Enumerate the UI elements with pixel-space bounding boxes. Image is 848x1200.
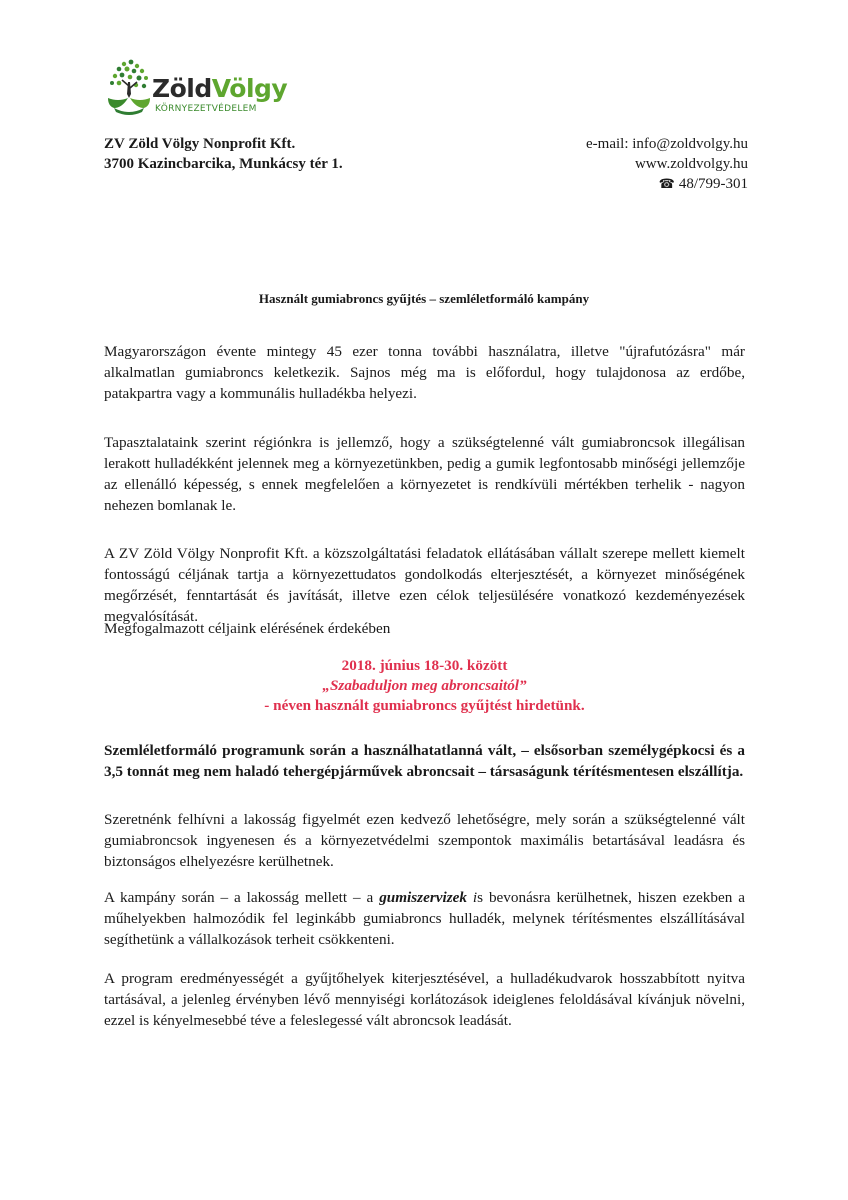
paragraph-2: [104, 432, 745, 516]
sender-name: ZV Zöld Völgy Nonprofit Kft.: [104, 136, 296, 152]
campaign-highlight: [104, 656, 745, 716]
campaign-name: „Szabaduljon meg abroncsaitól”: [322, 677, 527, 694]
tree-logo-icon: [104, 58, 154, 118]
logo-subtitle: KÖRNYEZETVÉDELEM: [155, 104, 257, 114]
paragraph-text: Szeretnénk felhívni a lakosság figyelmét ezen kedvező lehetőségre, mely során a szükségtelenné vált gumiabroncsok ingyenesen és a környezetvédelmi szempontok maximális betartásával leadásra és biztonságos elhelyezésre kerülhetnek.: [104, 811, 745, 870]
logo-wordmark: [152, 75, 287, 103]
contact-website: www.zoldvolgy.hu: [634, 156, 748, 172]
paragraph-4: [104, 618, 745, 639]
phone-icon: ☎: [658, 177, 675, 192]
paragraph-text: Magyarországon évente mintegy 45 ezer tonna további használatra, illetve "újrafutózásra" már alkalmatlan gumiabroncs keletkezik. Sajnos még ma is előfordul, hogy tulajdonosa az erdőbe, patakpartra vagy a kommunális hulladékba helyezi.: [104, 343, 745, 402]
paragraph-text: A ZV Zöld Völgy Nonprofit Kft. a közszolgáltatási feladatok ellátásában vállalt szerepe mellett kiemelt fontosságú céljának tartja a környezettudatos gondolkodás elterjesztését, a környezet minőségének megőrzését, fenntartását és javítását, illetve ezen célok teljesülésére vonatkozó kezdeményezések megvalósítását.: [104, 545, 745, 625]
contact-block: [586, 134, 748, 195]
company-logo: [104, 58, 314, 120]
logo-word-zold: Zöld: [152, 74, 212, 103]
contact-phone: 48/799-301: [678, 176, 748, 192]
paragraph-1: [104, 341, 745, 404]
p6-text-before: A kampány során – a lakosság mellett – a: [104, 889, 380, 906]
paragraph-text: [104, 887, 745, 950]
campaign-announcement: - néven használt gumiabroncs gyűjtést hirdetünk.: [264, 697, 585, 714]
paragraph-5: [104, 809, 745, 872]
contact-phone-line: [586, 174, 748, 195]
document-title: Használt gumiabroncs gyűjtés – szemléletformáló kampány: [258, 291, 590, 306]
paragraph-text: A program eredményességét a gyűjtőhelyek kiterjesztésével, a hulladékudvarok hosszabbított nyitva tartásával, a jelenleg érvényben lévő mennyiségi korlátozások ideiglenes feloldásával kívánjuk növelni, ezzel is kényelmesebbé téve a feleslegessé vált abroncsok leadását.: [104, 970, 745, 1029]
sender-block: [104, 134, 343, 174]
p6-text-after: s bevonásra kerülhetnek, hiszen ezekben a műhelyekben halmozódik fel leginkább gumiabroncs hulladék, melynek térítésmentes elszállításával segíthetünk a vállalkozások terheit csökkenteni.: [104, 889, 745, 948]
paragraph-6: [104, 887, 745, 950]
paragraph-text: Megfogalmazott céljaink elérésének érdekében: [104, 620, 391, 637]
bold-paragraph: Szemléletformáló programunk során a használhatatlanná vált, – elsősorban személygépkocsi és a 3,5 tonnát meg nem haladó tehergépjárművek abroncsait – társaságunk térítésmentesen elszállítja.: [104, 742, 745, 780]
campaign-date: 2018. június 18-30. között: [341, 657, 508, 674]
p6-emphasis: gumiszervizek: [379, 889, 467, 906]
paragraph-7: [104, 968, 745, 1031]
paragraph-text: Tapasztalataink szerint régiónkra is jellemző, hogy a szükségtelenné vált gumiabroncsok illegálisan lerakott hulladékként jelennek meg a környezetünkben, pedig a gumik legfontosabb minőségi jellemzője az ellenálló képesség, s ennek megfelelően a környezetet is rendkívüli mértékben terhelik - nagyon nehezen bomlanak le.: [104, 434, 745, 514]
p6-italic-i: i: [466, 889, 478, 906]
logo-word-volgy: Völgy: [211, 74, 288, 103]
paragraph-3: [104, 543, 745, 627]
contact-email: e-mail: info@zoldvolgy.hu: [586, 136, 748, 152]
sender-address: 3700 Kazincbarcika, Munkácsy tér 1.: [104, 156, 343, 172]
